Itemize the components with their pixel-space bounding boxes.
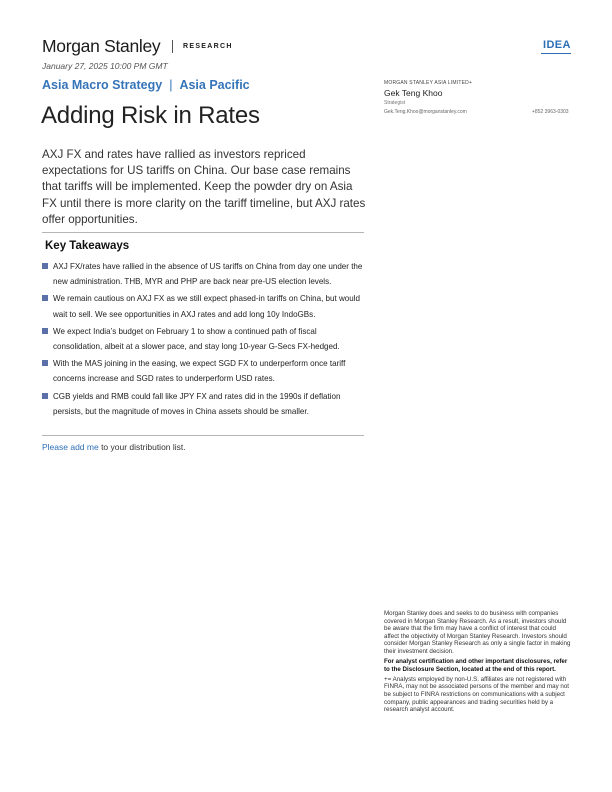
disclaimer-finra: += Analysts employed by non-U.S. affiliates are not registered with FINRA, may not be associated persons of the member and may not be subject to FINRA restrictions on communications with a subject company, public appearances and trading securities held by a research analyst account. xyxy=(384,675,570,714)
takeaway-item xyxy=(42,259,364,290)
takeaway-item xyxy=(42,389,364,420)
report-summary: AXJ FX and rates have rallied as investors repriced expectations for US tariffs on China. Our base case remains that tariffs will be implemented. Keep the powder dry on Asia FX until there is more clarity on the tariff timeline, but AXJ rates offer opportunities. xyxy=(42,148,366,226)
bullet-square-icon xyxy=(42,393,48,399)
takeaway-text: We expect India’s budget on February 1 to show a continued path of fiscal consolidation, albeit at a slower pace, and stay long 10-year G-Secs FX-hedged. xyxy=(53,326,340,352)
analyst-phone: +852 3963-0303 xyxy=(532,109,569,115)
divider-top xyxy=(42,232,364,233)
idea-badge: IDEA xyxy=(543,39,571,51)
takeaway-item xyxy=(42,291,364,322)
bullet-square-icon xyxy=(42,360,48,366)
distribution-text: to your distribution list. xyxy=(98,442,186,452)
takeaway-text: We remain cautious on AXJ FX as we still expect phased-in tariffs on China, but would wait to sell. We see opportunities in AXJ rates and add long 10y IndoGBs. xyxy=(53,294,360,319)
bullet-square-icon xyxy=(42,328,48,334)
report-title: Adding Risk in Rates xyxy=(41,102,260,129)
disclaimer-conflict: Morgan Stanley does and seeks to do business with companies covered in Morgan Stanley Research. As a result, investors should be aware that the firm may have a conflict of interest that could affect the objectivity of Morgan Stanley Research. Investors should consider Morgan Stanley Research as only a single factor in making their investment decision. xyxy=(384,610,571,655)
brand-logo: Morgan Stanley xyxy=(42,36,161,56)
header-divider xyxy=(172,40,173,53)
bullet-square-icon xyxy=(42,263,48,269)
divider-bottom xyxy=(42,435,364,436)
section-primary: Asia Macro Strategy xyxy=(42,78,163,92)
takeaway-item xyxy=(42,324,364,355)
publish-date: January 27, 2025 10:00 PM GMT xyxy=(42,61,168,71)
takeaway-text: CGB yields and RMB could fall like JPY FX and rates did in the 1990s if deflation persists, but the magnitude of moves in China assets should be smaller. xyxy=(53,391,341,416)
analyst-name: Gek Teng Khoo xyxy=(384,88,443,98)
disclaimer-block xyxy=(384,610,571,716)
analyst-org: MORGAN STANLEY ASIA LIMITED+ xyxy=(384,80,473,86)
disclaimer-certification: For analyst certification and other important disclosures, refer to the Disclosure Section, located at the end of this report. xyxy=(384,658,568,673)
research-label: RESEARCH xyxy=(183,43,233,50)
key-takeaways-list xyxy=(42,259,364,421)
takeaway-text: AXJ FX/rates have rallied in the absence of US tariffs on China from day one under the new administration. THB, MYR and PHP are back near pre-US election levels. xyxy=(53,262,363,287)
distribution-line xyxy=(42,442,186,452)
analyst-email[interactable]: Gek.Teng.Khoo@morganstanley.com xyxy=(384,109,467,115)
key-takeaways-heading: Key Takeaways xyxy=(45,240,130,252)
section-secondary: Asia Pacific xyxy=(179,78,250,92)
section-separator: | xyxy=(169,78,173,92)
analyst-role: Strategist xyxy=(384,100,406,106)
section-heading xyxy=(42,78,250,92)
bullet-square-icon xyxy=(42,295,48,301)
distribution-link[interactable]: Please add me xyxy=(42,442,99,452)
takeaway-text: With the MAS joining in the easing, we expect SGD FX to underperform once tariff concerns increase and SGD rates to underperform USD rates. xyxy=(53,359,346,384)
idea-badge-underline xyxy=(541,53,571,54)
takeaway-item xyxy=(42,356,364,387)
